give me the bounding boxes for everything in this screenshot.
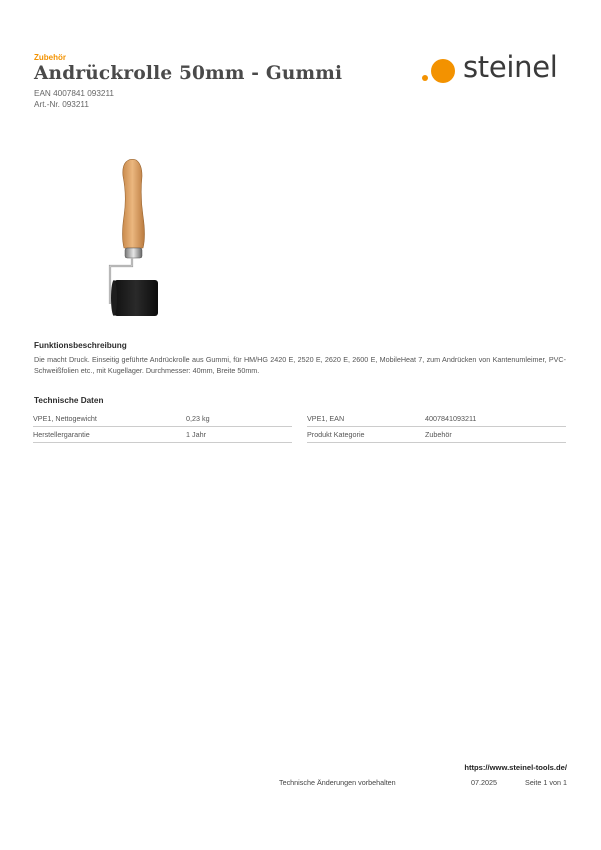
pressure-roller-image	[100, 156, 170, 322]
logo-wordmark: steinel	[463, 50, 558, 84]
spec-value: Zubehör	[425, 430, 452, 439]
specs-table-left	[33, 411, 292, 443]
logo-dot-small-icon	[422, 75, 428, 81]
spec-row	[33, 427, 292, 443]
specs-table-right	[307, 411, 566, 443]
product-category: Zubehör	[34, 53, 66, 62]
spec-value: 1 Jahr	[186, 430, 206, 439]
footer-date: 07.2025	[471, 778, 497, 787]
steinel-logo	[422, 50, 568, 88]
spec-label: Herstellergarantie	[33, 430, 90, 439]
logo-dot-big-icon	[431, 59, 455, 83]
spec-row	[307, 411, 566, 427]
footer-page-number: Seite 1 von 1	[525, 778, 567, 787]
spec-value: 0,23 kg	[186, 414, 210, 423]
article-number: Art.-Nr. 093211	[34, 100, 89, 109]
spec-row	[307, 427, 566, 443]
spec-value: 4007841093211	[425, 414, 477, 423]
description-heading: Funktionsbeschreibung	[34, 341, 127, 350]
spec-row	[33, 411, 292, 427]
ean-line: EAN 4007841 093211	[34, 89, 114, 98]
description-text: Die macht Druck. Einseitig geführte Andrückrolle aus Gummi, für HM/HG 2420 E, 2520 E, 2620 E, 2600 E, MobileHeat 7, zum Andrücken von Kantenumleimer, PVC-Schweißfolien etc., mit Kugellager. Durchmesser: 40mm, Breite 50mm.	[34, 355, 566, 375]
specs-heading: Technische Daten	[34, 396, 104, 405]
spec-label: Produkt Kategorie	[307, 430, 365, 439]
spec-label: VPE1, EAN	[307, 414, 345, 423]
footer-disclaimer: Technische Änderungen vorbehalten	[279, 778, 396, 787]
product-title: Andrückrolle 50mm - Gummi	[34, 63, 343, 84]
spec-label: VPE1, Nettogewicht	[33, 414, 97, 423]
footer-url-link[interactable]: https://www.steinel-tools.de/	[464, 763, 567, 772]
